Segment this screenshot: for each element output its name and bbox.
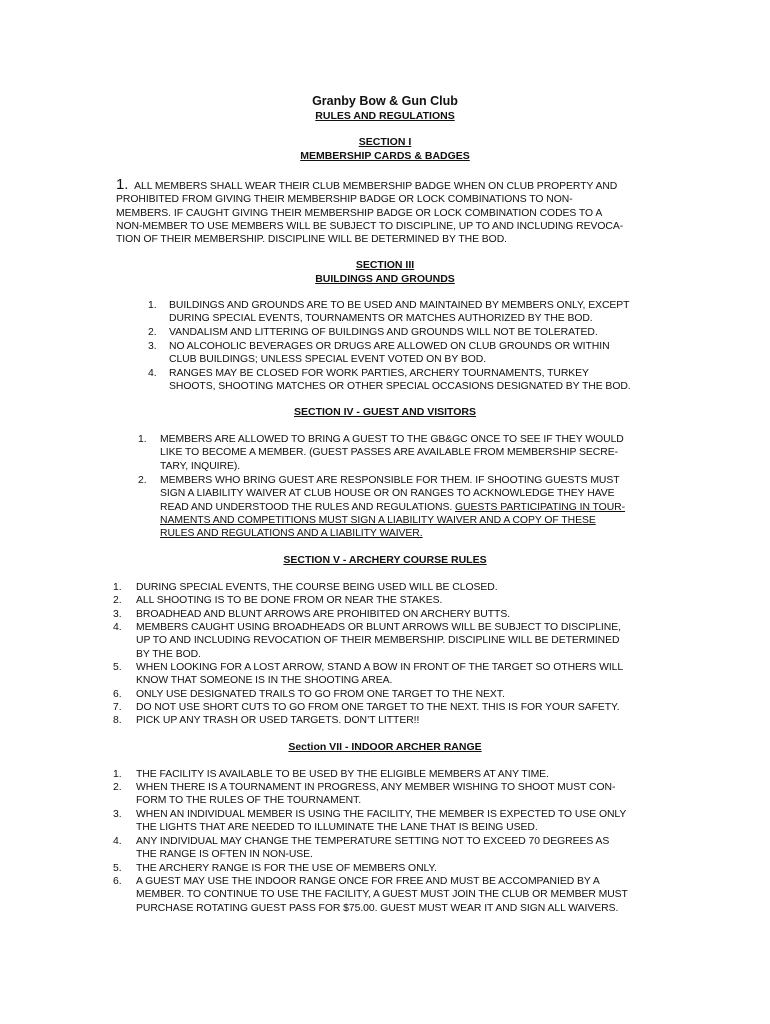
list-item-number: 1. [113,582,122,593]
list-item-line: A GUEST MAY USE THE INDOOR RANGE ONCE FOR FREE AND MUST BE ACCOMPANIED BY A [136,876,600,887]
list-item-number: 6. [113,689,122,700]
list-item [136,688,505,701]
list-item-number: 2. [148,327,157,338]
list-item-number: 4. [113,836,122,847]
list-item-number: 3. [113,809,122,820]
paragraph-line: PROHIBITED FROM GIVING THEIR MEMBERSHIP BADGE OR LOCK COMBINATIONS TO NON- [116,194,573,206]
list-item [136,621,621,661]
list-item-line [160,501,625,514]
list-item-number: 6. [113,876,122,887]
page-title: Granby Bow & Gun Club [312,94,458,108]
list-item-line: DURING SPECIAL EVENTS, TOURNAMENTS OR MATCHES AUTHORIZED BY THE BOD. [169,313,593,325]
section-1-paragraph [116,178,623,246]
list-item-line: NO ALCOHOLIC BEVERAGES OR DRUGS ARE ALLOWED ON CLUB GROUNDS OR WITHIN [169,341,610,352]
list-item [160,474,625,540]
list-item-line: MEMBERS WHO BRING GUEST ARE RESPONSIBLE FOR THEM. IF SHOOTING GUESTS MUST [160,475,620,486]
list-item [136,781,615,808]
list-item-number: 1. [138,434,147,445]
section-3-subheading: BUILDINGS AND GROUNDS [315,273,455,285]
list-item-line: BROADHEAD AND BLUNT ARROWS ARE PROHIBITED ON ARCHERY BUTTS. [136,609,511,620]
list-item [136,714,419,727]
list-item [136,808,626,835]
list-item [136,875,628,915]
list-item [136,594,442,607]
list-item-number: 2. [113,782,122,793]
list-item-line: ANY INDIVIDUAL MAY CHANGE THE TEMPERATURE SETTING NOT TO EXCEED 70 DEGREES AS [136,836,610,847]
paragraph-line: NON-MEMBER TO USE MEMBERS WILL BE SUBJECT TO DISCIPLINE, UP TO AND INCLUDING REVOCA- [116,220,624,232]
list-item-line: THE LIGHTS THAT ARE NEEDED TO ILLUMINATE THE LANE THAT IS BEING USED. [136,822,538,834]
section-3-heading: SECTION III [355,259,415,271]
list-item [169,367,631,394]
list-item-line: BY THE BOD. [136,648,201,660]
list-item-line: THE ARCHERY RANGE IS FOR THE USE OF MEMBERS ONLY. [136,863,437,874]
list-item-line: UP TO AND INCLUDING REVOCATION OF THEIR MEMBERSHIP. DISCIPLINE WILL BE DETERMINED [136,635,620,647]
list-item-line: ONLY USE DESIGNATED TRAILS TO GO FROM ONE TARGET TO THE NEXT. [136,689,505,700]
section-7-heading: Section VII - INDOOR ARCHER RANGE [288,741,482,753]
list-item-line: BUILDINGS AND GROUNDS ARE TO BE USED AND MAINTAINED BY MEMBERS ONLY, EXCEPT [169,300,630,311]
list-item-number: 5. [113,662,122,673]
list-item-number: 5. [113,863,122,874]
list-item-line: MEMBER. TO CONTINUE TO USE THE FACILITY, A GUEST MUST JOIN THE CLUB OR MEMBER MUST [136,889,628,901]
list-item-line: SHOOTS, SHOOTING MATCHES OR OTHER SPECIAL OCCASIONS DESIGNATED BY THE BOD. [169,381,631,393]
list-item-number: 2. [113,595,122,606]
list-item-number: 1. [113,769,122,780]
list-item-line: MEMBERS CAUGHT USING BROADHEADS OR BLUNT ARROWS WILL BE SUBJECT TO DISCIPLINE, [136,622,621,633]
list-item-line: THE RANGE IS OFTEN IN NON-USE. [136,849,313,861]
paragraph-line: TION OF THEIR MEMBERSHIP. DISCIPLINE WILL BE DETERMINED BY THE BOD. [116,234,507,246]
paragraph-line: MEMBERS. IF CAUGHT GIVING THEIR MEMBERSHIP BADGE OR LOCK COMBINATION CODES TO A [116,207,603,219]
list-item [160,433,624,473]
list-item [136,835,609,862]
list-item-line: RANGES MAY BE CLOSED FOR WORK PARTIES, ARCHERY TOURNAMENTS, TURKEY [169,368,589,379]
list-item-line: DURING SPECIAL EVENTS, THE COURSE BEING USED WILL BE CLOSED. [136,582,498,593]
list-item-line: DO NOT USE SHORT CUTS TO GO FROM ONE TARGET TO THE NEXT. THIS IS FOR YOUR SAFETY. [136,702,620,713]
list-item-line: PURCHASE ROTATING GUEST PASS FOR $75.00. GUEST MUST WEAR IT AND SIGN ALL WAIVERS. [136,902,619,914]
list-item-number: 4. [148,368,157,379]
list-item-number: 3. [148,341,157,352]
underlined-text: NAMENTS AND COMPETITIONS MUST SIGN A LIABILITY WAIVER AND A COPY OF THESE [160,514,596,526]
list-item-number: 3. [113,609,122,620]
list-item-line: KNOW THAT SOMEONE IS IN THE SHOOTING AREA. [136,675,393,687]
list-item-line: ALL SHOOTING IS TO BE DONE FROM OR NEAR THE STAKES. [136,595,443,606]
list-item-line: WHEN LOOKING FOR A LOST ARROW, STAND A BOW IN FRONT OF THE TARGET SO OTHERS WILL [136,662,624,673]
underlined-text: GUESTS PARTICIPATING IN TOUR- [455,501,626,513]
list-item-number: 8. [113,715,122,726]
list-item [169,326,598,339]
section-1-heading: SECTION I [358,136,412,148]
list-item-line: VANDALISM AND LITTERING OF BUILDINGS AND GROUNDS WILL NOT BE TOLERATED. [169,327,598,338]
list-item [136,661,623,688]
list-item-line: WHEN THERE IS A TOURNAMENT IN PROGRESS, ANY MEMBER WISHING TO SHOOT MUST CON- [136,782,616,793]
page-subtitle: RULES AND REGULATIONS [315,110,455,122]
underlined-text: RULES AND REGULATIONS AND A LIABILITY WAIVER. [160,528,423,540]
list-item-line: FORM TO THE RULES OF THE TOURNAMENT. [136,795,362,807]
list-item [136,701,619,714]
list-item [169,340,610,367]
list-item [136,608,510,621]
list-item-line: CLUB BUILDINGS; UNLESS SPECIAL EVENT VOTED ON BY BOD. [169,354,487,366]
list-item-line: PICK UP ANY TRASH OR USED TARGETS. DON’T LITTER!! [136,715,420,726]
section-1-subheading: MEMBERSHIP CARDS & BADGES [300,150,470,162]
section-5-heading: SECTION V - ARCHERY COURSE RULES [283,554,487,566]
list-item-line: SIGN A LIABILITY WAIVER AT CLUB HOUSE OR ON RANGES TO ACKNOWLEDGE THEY HAVE [160,488,615,500]
list-item-number: 4. [113,622,122,633]
list-item-number: 1. [148,300,157,311]
list-item-line: MEMBERS ARE ALLOWED TO BRING A GUEST TO THE GB&GC ONCE TO SEE IF THEY WOULD [160,434,624,445]
list-item-line-text: READ AND UNDERSTOOD THE RULES AND REGULATIONS. [160,501,455,513]
section-1-item-number: 1. [116,176,129,193]
list-item-line: WHEN AN INDIVIDUAL MEMBER IS USING THE FACILITY, THE MEMBER IS EXPECTED TO USE ONLY [136,809,627,820]
list-item-number: 7. [113,702,122,713]
list-item [136,581,498,594]
list-item [136,862,437,875]
list-item-number: 2. [138,475,147,486]
list-item-line: THE FACILITY IS AVAILABLE TO BE USED BY THE ELIGIBLE MEMBERS AT ANY TIME. [136,769,549,780]
section-4-heading: SECTION IV - GUEST AND VISITORS [293,406,477,418]
list-item [169,299,629,326]
list-item-line: TARY, INQUIRE). [160,460,241,472]
list-item [136,768,549,781]
list-item-line: LIKE TO BECOME A MEMBER. (GUEST PASSES ARE AVAILABLE FROM MEMBERSHIP SECRE- [160,447,618,459]
paragraph-line: ALL MEMBERS SHALL WEAR THEIR CLUB MEMBERSHIP BADGE WHEN ON CLUB PROPERTY AND [134,181,618,192]
